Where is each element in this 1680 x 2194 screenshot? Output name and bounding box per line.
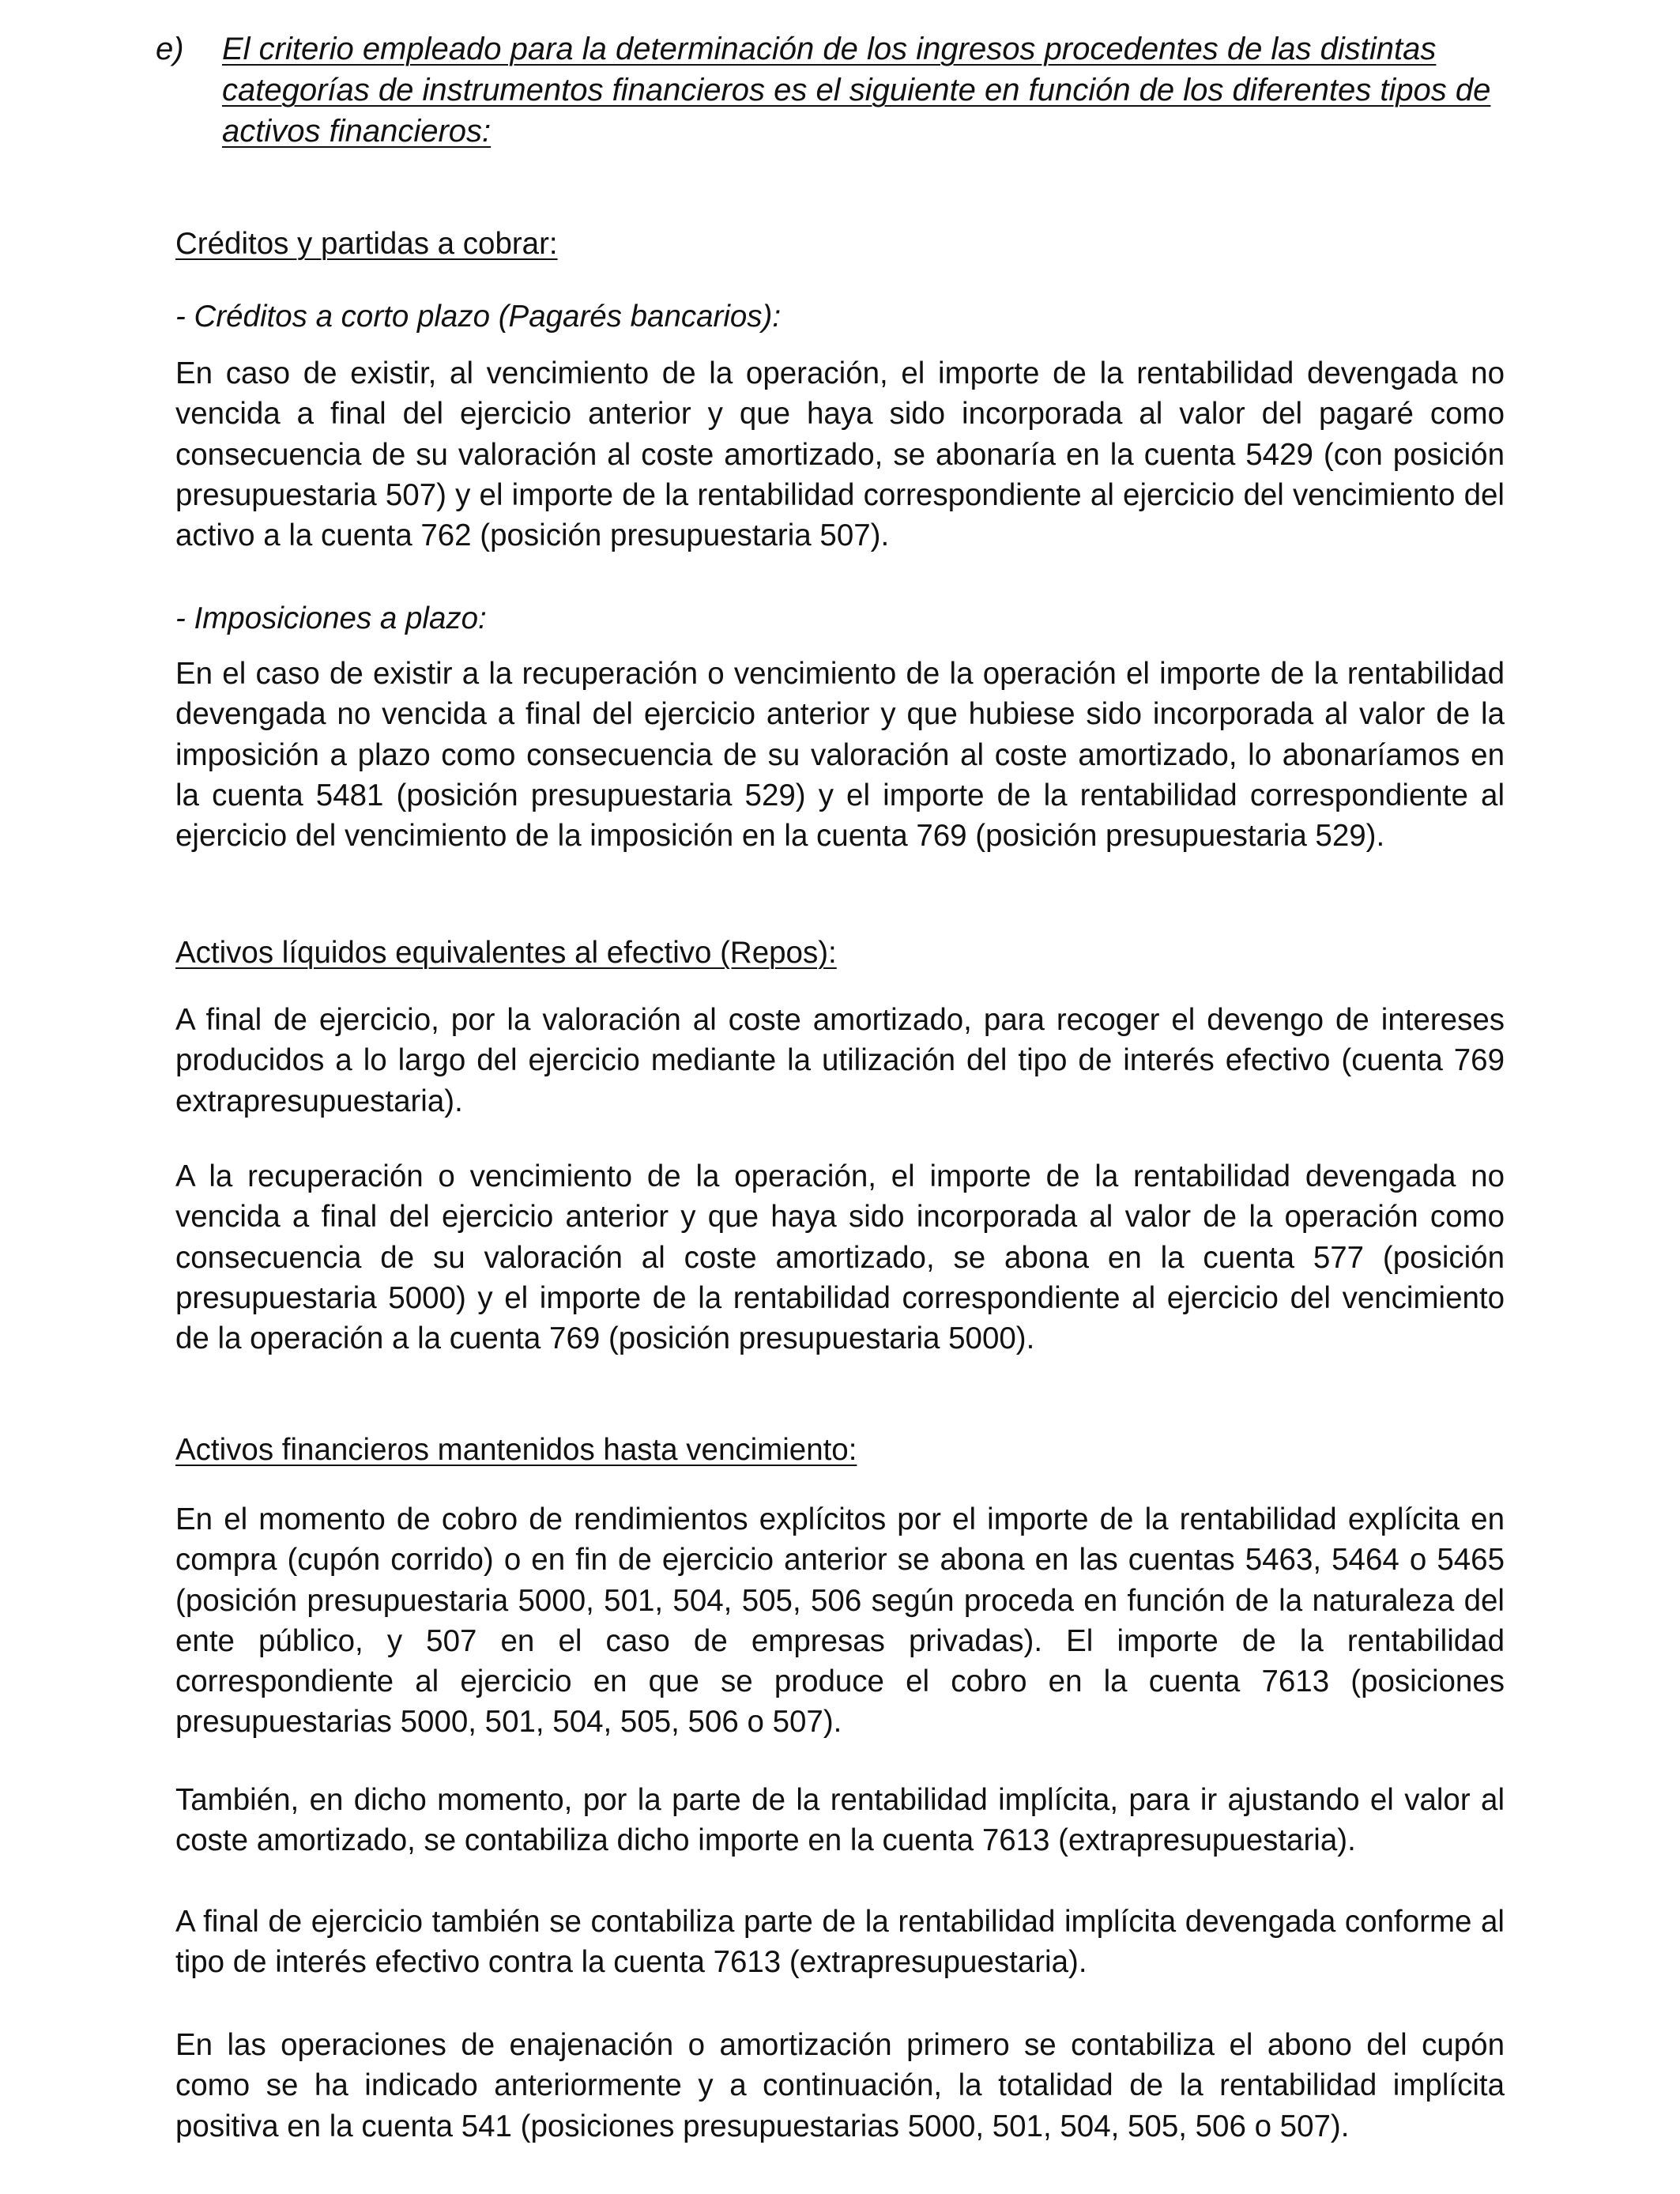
paragraph-vencimiento-3: A final de ejercicio también se contabiliza parte de la rentabilidad implícita devengada conforme al tipo de interés efectivo contra la cuenta 7613 (extrapresupuestaria). bbox=[175, 1905, 1505, 1980]
paragraph-repos-2: A la recuperación o vencimiento de la operación, el importe de la rentabilidad devengada no vencida a final del ejercicio anterior y que haya sido incorporada al valor de la operación como consecuencia de su valoración al coste amortizado, se abona en la cuenta 577 (posición presupuestaria 5000) y el importe de la rentabilidad correspondiente al ejercicio del vencimiento de la operación a la cuenta 769 (posición presupuestaria 5000). bbox=[175, 1159, 1505, 1356]
section-title-repos: Activos líquidos equivalentes al efectivo (Repos): bbox=[175, 936, 837, 970]
section-title-creditos: Créditos y partidas a cobrar: bbox=[175, 227, 558, 261]
subsection-title-creditos-corto-plazo: - Créditos a corto plazo (Pagarés bancarios): bbox=[175, 300, 782, 334]
paragraph-repos-1: A final de ejercicio, por la valoración al coste amortizado, para recoger el devengo de intereses producidos a lo largo del ejercicio mediante la utilización del tipo de interés efectivo (cuenta 769 extrapresupuestaria). bbox=[175, 1003, 1505, 1118]
subsection-title-imposiciones: - Imposiciones a plazo: bbox=[175, 601, 487, 635]
list-marker: e) bbox=[156, 32, 184, 66]
heading-text: El criterio empleado para la determinación de los ingresos procedentes de las distintas categorías de instrumentos financieros es el siguiente en función de los diferentes tipos de activos financieros: bbox=[222, 32, 1491, 149]
paragraph-creditos-corto-plazo: En caso de existir, al vencimiento de la operación, el importe de la rentabilidad devengada no vencida a final del ejercicio anterior y que haya sido incorporada al valor del pagaré como consecuencia de su valoración al coste amortizado, se abonaría en la cuenta 5429 (con posición presupuestaria 507) y el importe de la rentabilidad correspondiente al ejercicio del vencimiento del activo a la cuenta 762 (posición presupuestaria 507). bbox=[175, 356, 1505, 553]
paragraph-vencimiento-4: En las operaciones de enajenación o amortización primero se contabiliza el abono del cupón como se ha indicado anteriormente y a continuación, la totalidad de la rentabilidad implícita positiva en la cuenta 541 (posiciones presupuestarias 5000, 501, 504, 505, 506 o 507). bbox=[175, 2028, 1505, 2143]
paragraph-vencimiento-1: En el momento de cobro de rendimientos explícitos por el importe de la rentabilidad explícita en compra (cupón corrido) o en fin de ejercicio anterior se abona en las cuentas 5463, 5464 o 5465 (posición presupuestaria 5000, 501, 504, 505, 506 según proceda en función de la naturaleza del ente público, y 507 en el caso de empresas privadas). El importe de la rentabilidad correspondiente al ejercicio en que se produce el cobro en la cuenta 7613 (posiciones presupuestarias 5000, 501, 504, 505, 506 o 507). bbox=[175, 1502, 1505, 1740]
paragraph-imposiciones: En el caso de existir a la recuperación o vencimiento de la operación el importe de la rentabilidad devengada no vencida a final del ejercicio anterior y que hubiese sido incorporada al valor de la imposición a plazo como consecuencia de su valoración al coste amortizado, lo abonaríamos en la cuenta 5481 (posición presupuestaria 529) y el importe de la rentabilidad correspondiente al ejercicio del vencimiento de la imposición en la cuenta 769 (posición presupuestaria 529). bbox=[175, 657, 1505, 854]
section-title-vencimiento: Activos financieros mantenidos hasta vencimiento: bbox=[175, 1433, 857, 1467]
paragraph-vencimiento-2: También, en dicho momento, por la parte de la rentabilidad implícita, para ir ajustando el valor al coste amortizado, se contabiliza dicho importe en la cuenta 7613 (extrapresupuestaria). bbox=[175, 1783, 1505, 1858]
